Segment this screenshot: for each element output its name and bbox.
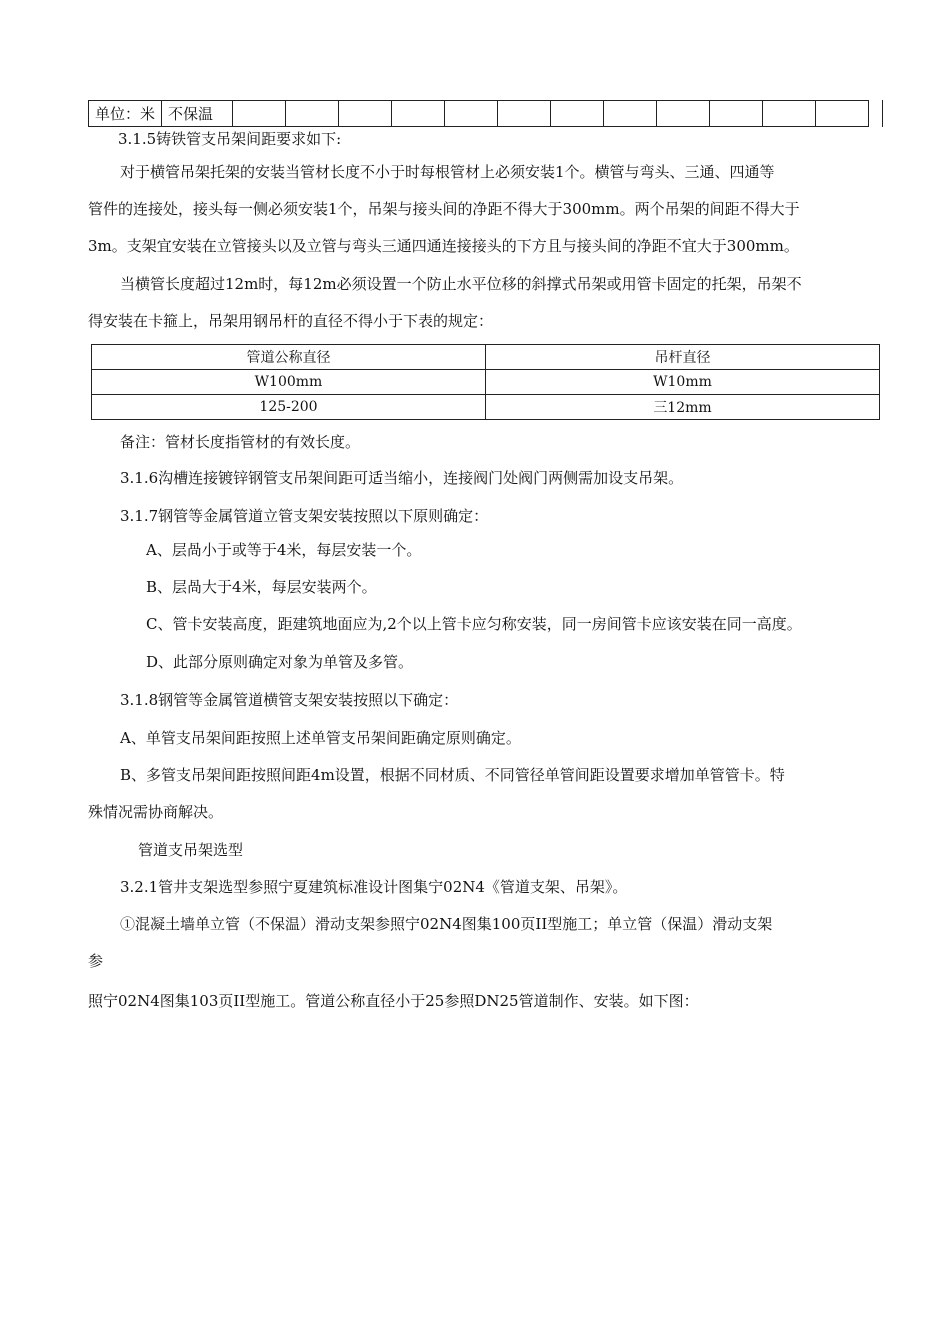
paragraph-line: 对于横管吊架托架的安装当管材长度不小于时每根管材上必须安装1个。横管与弯头、三通、四通等 — [120, 163, 775, 181]
table-cell: W100mm — [92, 370, 486, 395]
section-heading-315: 3.1.5铸铁管支吊架间距要求如下: — [118, 130, 342, 148]
paragraph-line: 当横管长度超过12m时，每12m必须设置一个防止水平位移的斜撑式吊架或用管卡固定的托架，吊架不 — [120, 275, 802, 293]
table-cell — [816, 101, 869, 127]
table-cell — [392, 101, 445, 127]
table-edge-line — [882, 100, 883, 127]
list-item: B、多管支吊架间距按照间距4m设置，根据不同材质、不同管径单管间距设置要求增加单管管卡。特 — [120, 766, 785, 784]
column-header: 吊杆直径 — [486, 345, 880, 370]
table-cell — [233, 101, 286, 127]
section-321: 3.2.1管井支架选型参照宁夏建筑标准设计图集宁02N4《管道支架、吊架》。 — [120, 878, 628, 896]
spacing-table-fragment — [88, 100, 869, 127]
list-item: A、单管支吊架间距按照上述单管支吊架间距确定原则确定。 — [120, 729, 521, 747]
table-row — [89, 101, 869, 127]
section-318: 3.1.8钢管等金属管道横管支架安装按照以下确定： — [120, 691, 459, 709]
table-cell — [710, 101, 763, 127]
table-cell — [551, 101, 604, 127]
table-cell — [286, 101, 339, 127]
table-cell — [445, 101, 498, 127]
table-cell — [763, 101, 816, 127]
section-316: 3.1.6沟槽连接镀锌钢管支吊架间距可适当缩小，连接阀门处阀门两侧需加设支吊架。 — [120, 469, 684, 487]
table-cell: 125-200 — [92, 395, 486, 420]
unit-cell: 单位：米 — [89, 101, 162, 127]
list-item: B、层咼大于4米，每层安装两个。 — [146, 578, 377, 596]
list-item: A、层咼小于或等于4米，每层安装一个。 — [146, 541, 422, 559]
note: 备注：管材长度指管材的有效长度。 — [120, 433, 361, 451]
section-317: 3.1.7钢管等金属管道立管支架安装按照以下原则确定： — [120, 507, 489, 525]
table-cell — [498, 101, 551, 127]
paragraph-line: 3m。支架宜安装在立管接头以及立管与弯头三通四通连接接头的下方且与接头间的净距不宜大于300mm。 — [88, 237, 799, 255]
table-row — [92, 370, 880, 395]
table-cell — [657, 101, 710, 127]
paragraph-line: 管件的连接处，接头每一侧必须安装1个，吊架与接头间的净距不得大于300mm。两个吊架的间距不得大于 — [88, 200, 800, 218]
table-cell: 三12mm — [486, 395, 880, 420]
rod-diameter-table — [91, 344, 880, 420]
paragraph-line: 殊情况需协商解决。 — [88, 803, 224, 821]
table-header-row — [92, 345, 880, 370]
paragraph-line: 参 — [88, 952, 104, 970]
table-row — [92, 395, 880, 420]
paragraph-line: 得安装在卡箍上，吊架用钢吊杆的直径不得小于下表的规定： — [88, 312, 494, 330]
list-item: C、管卡安装高度，距建筑地面应为,2个以上管卡应匀称安装，同一房间管卡应该安装在同一高度。 — [146, 615, 802, 633]
paragraph-line: ①混凝土墙单立管（不保温）滑动支架参照宁02N4图集100页II型施工；单立管（保温）滑动支架 — [120, 915, 773, 933]
table-cell — [339, 101, 392, 127]
section-title: 管道支吊架选型 — [138, 841, 244, 859]
table-cell — [604, 101, 657, 127]
insulation-cell: 不保温 — [162, 101, 233, 127]
list-item: D、此部分原则确定对象为单管及多管。 — [146, 653, 414, 671]
table-cell: W10mm — [486, 370, 880, 395]
paragraph-line: 照宁02N4图集103页II型施工。管道公称直径小于25参照DN25管道制作、安装。如下图： — [88, 992, 699, 1010]
column-header: 管道公称直径 — [92, 345, 486, 370]
